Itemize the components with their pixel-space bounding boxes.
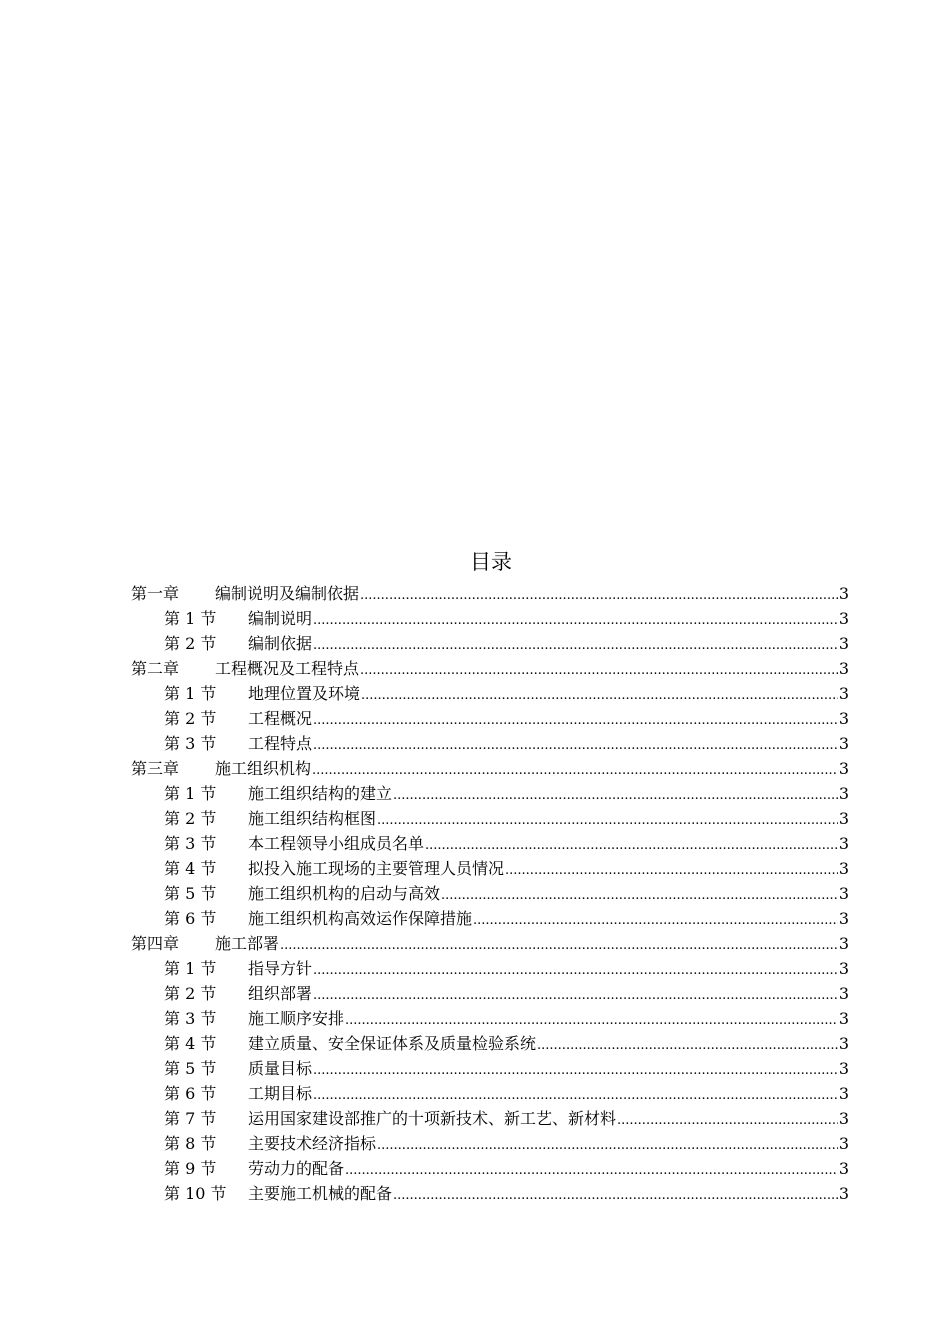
toc-section-entry[interactable] xyxy=(131,881,849,906)
toc-entry-title: 主要施工机械的配备 xyxy=(248,1184,393,1203)
toc-page-number: 3 xyxy=(838,1159,849,1178)
toc-entry-number: 第 2 节 xyxy=(164,809,217,828)
toc-entry-number: 第 1 节 xyxy=(164,784,217,803)
toc-dot-leader xyxy=(377,806,838,833)
toc-page-number: 3 xyxy=(838,584,849,603)
toc-page-number: 3 xyxy=(838,1084,849,1103)
toc-section-entry[interactable] xyxy=(131,1106,849,1131)
toc-entry-title: 运用国家建设部推广的十项新技术、新工艺、新材料 xyxy=(248,1109,617,1128)
toc-dot-leader xyxy=(473,906,838,933)
toc-dot-leader xyxy=(393,1181,838,1208)
toc-page-number: 3 xyxy=(838,909,849,928)
toc-section-entry[interactable] xyxy=(131,631,849,656)
toc-section-entry[interactable] xyxy=(131,781,849,806)
table-of-contents xyxy=(131,547,849,1206)
toc-dot-leader xyxy=(313,1056,838,1083)
toc-dot-leader xyxy=(313,1081,838,1108)
toc-dot-leader xyxy=(313,706,838,733)
toc-dot-leader xyxy=(537,1031,838,1058)
toc-entry-number: 第二章 xyxy=(131,659,180,678)
toc-entry-title: 编制说明 xyxy=(248,609,313,628)
toc-page-number: 3 xyxy=(838,634,849,653)
toc-entry-number: 第 10 节 xyxy=(164,1184,227,1203)
toc-page-number: 3 xyxy=(838,784,849,803)
toc-entry-title: 本工程领导小组成员名单 xyxy=(248,834,425,853)
toc-dot-leader xyxy=(377,1131,838,1158)
toc-dot-leader xyxy=(360,656,838,683)
toc-chapter-entry[interactable] xyxy=(131,581,849,606)
toc-page-number: 3 xyxy=(838,859,849,878)
toc-section-entry[interactable] xyxy=(131,1031,849,1056)
toc-dot-leader xyxy=(313,606,838,633)
toc-page-number: 3 xyxy=(838,1109,849,1128)
toc-page-number: 3 xyxy=(838,659,849,678)
toc-section-entry[interactable] xyxy=(131,831,849,856)
toc-page-number: 3 xyxy=(838,709,849,728)
toc-page-number: 3 xyxy=(838,1009,849,1028)
toc-entry-number: 第 3 节 xyxy=(164,734,217,753)
toc-entry-number: 第一章 xyxy=(131,584,180,603)
toc-entry-number: 第四章 xyxy=(131,934,180,953)
toc-dot-leader xyxy=(345,1156,838,1183)
toc-entry-title: 编制说明及编制依据 xyxy=(215,584,360,603)
toc-page-number: 3 xyxy=(838,834,849,853)
toc-entry-title: 施工组织结构框图 xyxy=(248,809,377,828)
toc-dot-leader xyxy=(313,731,838,758)
toc-section-entry[interactable] xyxy=(131,956,849,981)
toc-entry-number: 第 9 节 xyxy=(164,1159,217,1178)
toc-page-number: 3 xyxy=(838,1059,849,1078)
toc-entry-title: 劳动力的配备 xyxy=(248,1159,345,1178)
toc-page-number: 3 xyxy=(838,1184,849,1203)
toc-entry-title: 工程概况及工程特点 xyxy=(215,659,360,678)
toc-section-entry[interactable] xyxy=(131,1156,849,1181)
toc-chapter-entry[interactable] xyxy=(131,931,849,956)
toc-section-entry[interactable] xyxy=(131,806,849,831)
toc-entry-title: 编制依据 xyxy=(248,634,313,653)
toc-page-number: 3 xyxy=(838,1034,849,1053)
toc-entry-number: 第 2 节 xyxy=(164,634,217,653)
toc-dot-leader xyxy=(280,931,838,958)
toc-entry-title: 工期目标 xyxy=(248,1084,313,1103)
toc-dot-leader xyxy=(361,681,838,708)
toc-entry-number: 第 4 节 xyxy=(164,859,217,878)
toc-section-entry[interactable] xyxy=(131,606,849,631)
toc-list xyxy=(131,581,849,1206)
toc-page-number: 3 xyxy=(838,884,849,903)
toc-entry-title: 施工组织机构的启动与高效 xyxy=(248,884,441,903)
toc-entry-number: 第 3 节 xyxy=(164,1009,217,1028)
toc-entry-title: 工程概况 xyxy=(248,709,313,728)
toc-section-entry[interactable] xyxy=(131,1006,849,1031)
toc-page-number: 3 xyxy=(838,759,849,778)
toc-page-number: 3 xyxy=(838,984,849,1003)
toc-section-entry[interactable] xyxy=(131,906,849,931)
toc-dot-leader xyxy=(505,856,838,883)
toc-section-entry[interactable] xyxy=(131,856,849,881)
toc-title: 目录 xyxy=(470,550,512,574)
toc-section-entry[interactable] xyxy=(131,681,849,706)
toc-entry-title: 施工组织结构的建立 xyxy=(248,784,393,803)
toc-dot-leader xyxy=(441,881,838,908)
toc-page-number: 3 xyxy=(838,1134,849,1153)
toc-page-number: 3 xyxy=(838,684,849,703)
toc-entry-number: 第 4 节 xyxy=(164,1034,217,1053)
toc-entry-number: 第 1 节 xyxy=(164,684,217,703)
toc-section-entry[interactable] xyxy=(131,981,849,1006)
toc-entry-number: 第 5 节 xyxy=(164,1059,217,1078)
toc-entry-title: 建立质量、安全保证体系及质量检验系统 xyxy=(248,1034,537,1053)
toc-entry-number: 第 2 节 xyxy=(164,709,217,728)
toc-entry-title: 施工组织机构高效运作保障措施 xyxy=(248,909,473,928)
toc-entry-number: 第 6 节 xyxy=(164,1084,217,1103)
toc-dot-leader xyxy=(313,981,838,1008)
toc-section-entry[interactable] xyxy=(131,1131,849,1156)
toc-entry-number: 第 8 节 xyxy=(164,1134,217,1153)
toc-entry-title: 质量目标 xyxy=(248,1059,313,1078)
toc-entry-number: 第三章 xyxy=(131,759,180,778)
toc-page-number: 3 xyxy=(838,934,849,953)
toc-page-number: 3 xyxy=(838,609,849,628)
toc-dot-leader xyxy=(313,956,838,983)
toc-section-entry[interactable] xyxy=(131,1181,849,1206)
toc-page-number: 3 xyxy=(838,959,849,978)
toc-dot-leader xyxy=(425,831,838,858)
toc-dot-leader xyxy=(345,1006,838,1033)
toc-entry-title: 施工部署 xyxy=(215,934,280,953)
toc-entry-title: 工程特点 xyxy=(248,734,313,753)
toc-entry-title: 指导方针 xyxy=(248,959,313,978)
toc-section-entry[interactable] xyxy=(131,1081,849,1106)
toc-entry-title: 施工组织机构 xyxy=(215,759,312,778)
toc-dot-leader xyxy=(312,756,838,783)
toc-dot-leader xyxy=(617,1106,838,1133)
toc-entry-title: 拟投入施工现场的主要管理人员情况 xyxy=(248,859,505,878)
toc-page-number: 3 xyxy=(838,734,849,753)
toc-dot-leader xyxy=(313,631,838,658)
toc-entry-number: 第 2 节 xyxy=(164,984,217,1003)
toc-section-entry[interactable] xyxy=(131,731,849,756)
toc-entry-number: 第 7 节 xyxy=(164,1109,217,1128)
toc-chapter-entry[interactable] xyxy=(131,656,849,681)
toc-entry-title: 地理位置及环境 xyxy=(248,684,361,703)
toc-entry-number: 第 1 节 xyxy=(164,959,217,978)
toc-entry-number: 第 1 节 xyxy=(164,609,217,628)
toc-entry-number: 第 6 节 xyxy=(164,909,217,928)
toc-section-entry[interactable] xyxy=(131,706,849,731)
toc-chapter-entry[interactable] xyxy=(131,756,849,781)
toc-entry-title: 组织部署 xyxy=(248,984,313,1003)
toc-entry-number: 第 5 节 xyxy=(164,884,217,903)
toc-page-number: 3 xyxy=(838,809,849,828)
toc-entry-title: 主要技术经济指标 xyxy=(248,1134,377,1153)
toc-dot-leader xyxy=(393,781,838,808)
toc-entry-title: 施工顺序安排 xyxy=(248,1009,345,1028)
toc-section-entry[interactable] xyxy=(131,1056,849,1081)
toc-entry-number: 第 3 节 xyxy=(164,834,217,853)
toc-dot-leader xyxy=(360,581,838,608)
